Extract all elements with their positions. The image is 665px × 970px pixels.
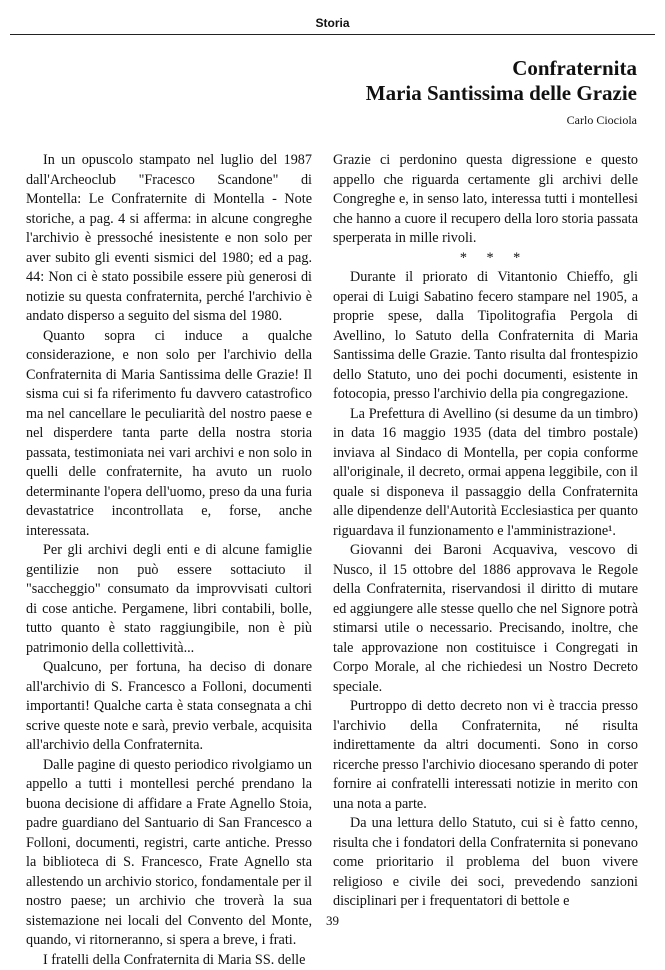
paragraph: Durante il priorato di Vitantonio Chieffo, gli operai di Luigi Sabatino fecero stampare nel 1905, a proprie spese, dalla Tipolitografia Pergola di Avellino, lo Satuto della Confraternita di Maria Santissima delle Grazie. Tanto risulta dal frontespizio dello Statuto, uno dei pochi documenti, esistente in fotocopia, presso l'archivio della pia congregazione. [333, 268, 638, 405]
paragraph: Purtroppo di detto decreto non vi è traccia presso l'archivio della Confraternita, né risulta indirettamente da altri documenti. Sono in corso ricerche presso l'archivio diocesano sperando di poter fornire ai confratelli interessati notizie in merito con una nota a parte. [333, 697, 638, 814]
paragraph: Quanto sopra ci induce a qualche considerazione, e non solo per l'archivio della Confraternita di Maria Santissima delle Grazie! Il sisma cui si fa riferimento fu davvero catastrofico ma nel cancellare le peculiarità del nostro paese e nel disperdere tanta parte della nostra storia passata, testimoniata nei vari archivi e non solo in quelli delle confraternite, ha avuto un ruolo determinante l'opera dell'uomo, preso da una furia devastatrice incontrollata e, forse, anche interessata. [26, 327, 312, 542]
left-column [26, 151, 312, 970]
paragraph: Da una lettura dello Statuto, cui si è fatto cenno, risulta che i fondatori della Confraternita si ponevano come prioritario il problema del buon vivere religioso e civile dei soci, prevedendo sanzioni disciplinari per i frequentatori di bettole e [333, 814, 638, 912]
section-label: Storia [315, 16, 349, 30]
paragraph: In un opuscolo stampato nel luglio del 1987 dall'Archeoclub "Fracesco Scandone" di Montella: Le Confraternite di Montella - Note storiche, a pag. 4 si afferma: in alcune congreghe l'archivio è pressoché inesistente e non solo per aver subito gli eventi sismici del 1980; ed a pag. 44: Non ci è stato possibile essere più generosi di notizie su questa confraternita, perché l'archivio è andato disperso a seguito del sisma del 1980. [26, 151, 312, 327]
paragraph: Dalle pagine di questo periodico rivolgiamo un appello a tutti i montellesi perché prendano la buona decisione di affidare a Frate Agnello Stoia, padre guardiano del Santuario di San Francesco a Folloni, documenti, registri, carte antiche. Presso la biblioteca di S. Francesco, Frate Agnello sta allestendo un archivio storico, fondamentale per il nostro paese; un archivio che troverà la sua sistemazione nei locali del Convento del Monte, quando, vi ritorneranno, si spera a breve, i frati. [26, 756, 312, 951]
paragraph: Giovanni dei Baroni Acquaviva, vescovo di Nusco, il 15 ottobre del 1886 approvava le Regole della Confraternita, riservandosi il diritto di mutare ed aggiungere alle stesse quello che nel Signore potrà stimarsi utile o necessario. Precisando, inoltre, che tale approvazione non costituisce i Congregati in Corpo Morale, al che richiedesi un Nostro Decreto speciale. [333, 541, 638, 697]
paragraph: I fratelli della Confraternita di Maria SS. delle [26, 951, 312, 970]
section-divider: * * * [333, 249, 638, 269]
right-column [333, 151, 638, 912]
paragraph: La Prefettura di Avellino (si desume da un timbro) in data 16 maggio 1935 (data del timbro postale) inviava al Sindaco di Montella, per copia conforme all'originale, il decreto, ormai appena leggibile, con il quale si disponeva il passaggio della Confraternita alle dipendenze dell'Autorità Ecclesiastica per quanto riguardava il funzionamento e l'amministrazione¹. [333, 405, 638, 542]
paragraph: Qualcuno, per fortuna, ha deciso di donare all'archivio di S. Francesco a Folloni, documenti importanti! Qualche carta è stata consegnata a chi scrive queste note e sarà, previo verbale, acquisita all'archivio della Confraternita. [26, 658, 312, 756]
paragraph: Grazie ci perdonino questa digressione e questo appello che riguarda certamente gli archivi delle Congreghe e, in senso lato, interessa tutti i montellesi che hanno a cuore il recupero della loro storia passata sperperata in mille rivoli. [333, 151, 638, 249]
title-line-1: Confraternita [366, 56, 637, 81]
author-name: Carlo Ciociola [567, 113, 637, 128]
article-title [366, 56, 637, 106]
section-header [10, 14, 655, 35]
page-number: 39 [0, 913, 665, 929]
title-line-2: Maria Santissima delle Grazie [366, 81, 637, 106]
paragraph: Per gli archivi degli enti e di alcune famiglie gentilizie non può essere sottaciuto il "saccheggio" consumato da improvvisati cultori di cose antiche. Pergamene, libri contabili, bolle, tutto quanto è stato raggiungibile, non è più patrimonio della collettività... [26, 541, 312, 658]
